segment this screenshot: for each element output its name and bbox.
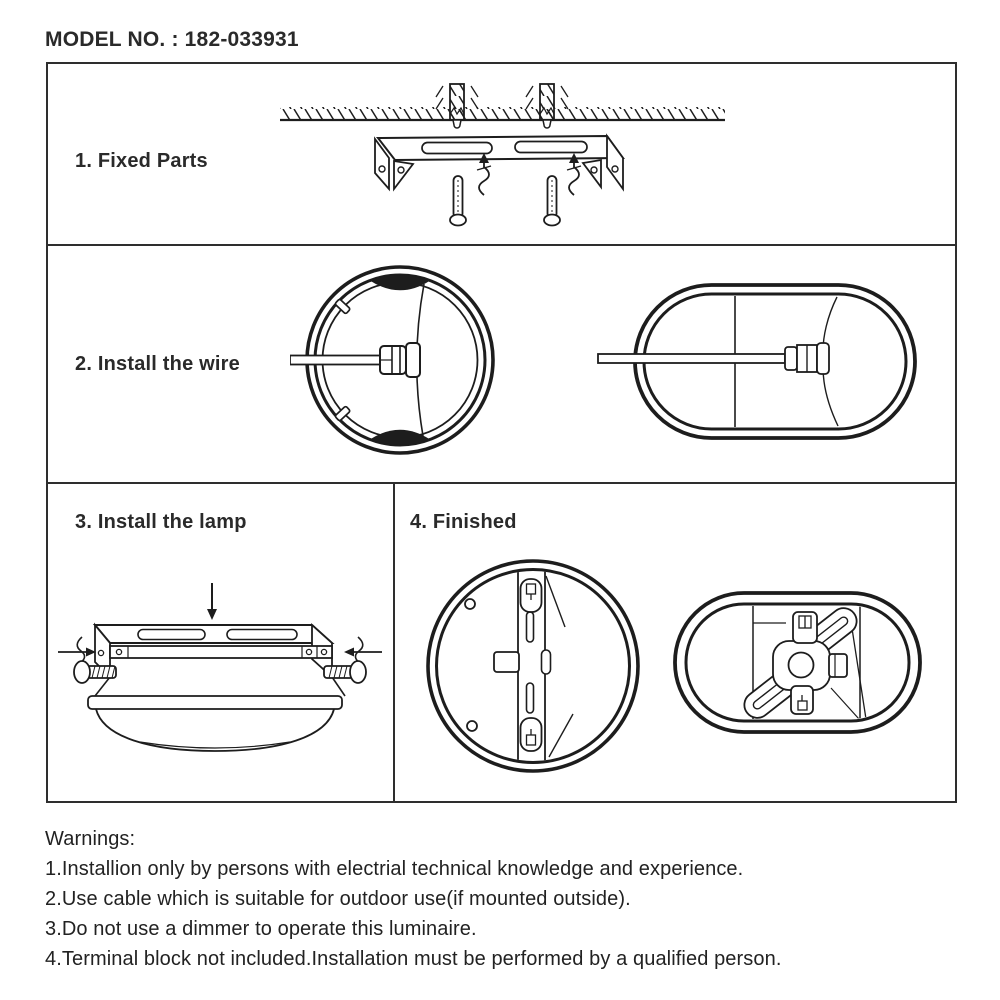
step-1-label: 1. Fixed Parts	[75, 150, 208, 172]
screw-hole	[467, 721, 477, 731]
bracket-cross	[739, 603, 862, 723]
mounting-bracket	[375, 136, 623, 189]
oval-base-wire-diagram	[585, 275, 930, 445]
round-base-wire-diagram	[290, 262, 510, 467]
model-number-title: MODEL NO. : 182-033931	[45, 28, 299, 51]
finished-round-diagram	[423, 556, 647, 780]
supply-wire	[598, 354, 785, 363]
bracket-strip	[494, 579, 551, 751]
finished-oval-diagram	[673, 585, 933, 740]
wall-anchor-icon	[436, 84, 478, 128]
screw-icon	[450, 176, 466, 226]
wall-anchor-icon	[526, 84, 568, 128]
turn-arrow-icon	[58, 637, 96, 664]
clip-tab	[335, 299, 351, 314]
diffuser-dome	[96, 709, 334, 751]
turn-arrow-icon	[344, 637, 382, 664]
warning-item-2: 2.Use cable which is suitable for outdoor use(if mounted outside).	[45, 888, 631, 910]
row-divider-2	[46, 482, 957, 484]
screw-hole	[465, 599, 475, 609]
down-arrow-icon	[207, 583, 217, 620]
trim-ring	[88, 696, 342, 709]
row-divider-1	[46, 244, 957, 246]
ceiling-hatch	[280, 107, 725, 120]
warnings-heading: Warnings:	[45, 828, 136, 850]
mounting-bracket	[95, 625, 332, 677]
fixed-parts-diagram	[270, 70, 740, 240]
warning-item-3: 3.Do not use a dimmer to operate this luminaire.	[45, 918, 477, 940]
supply-wire	[290, 356, 382, 365]
cable-gland	[785, 343, 829, 374]
step-2-label: 2. Install the wire	[75, 353, 240, 375]
cable-gland	[380, 343, 420, 377]
column-divider	[393, 482, 395, 801]
screw-icon	[544, 176, 560, 226]
clip-tab	[335, 406, 351, 421]
warning-item-4: 4.Terminal block not included.Installation must be performed by a qualified person.	[45, 948, 782, 970]
install-lamp-diagram	[55, 545, 385, 807]
step-3-label: 3. Install the lamp	[75, 511, 247, 533]
step-4-label: 4. Finished	[410, 511, 517, 533]
warning-item-1: 1.Installion only by persons with electrial technical knowledge and experience.	[45, 858, 744, 880]
